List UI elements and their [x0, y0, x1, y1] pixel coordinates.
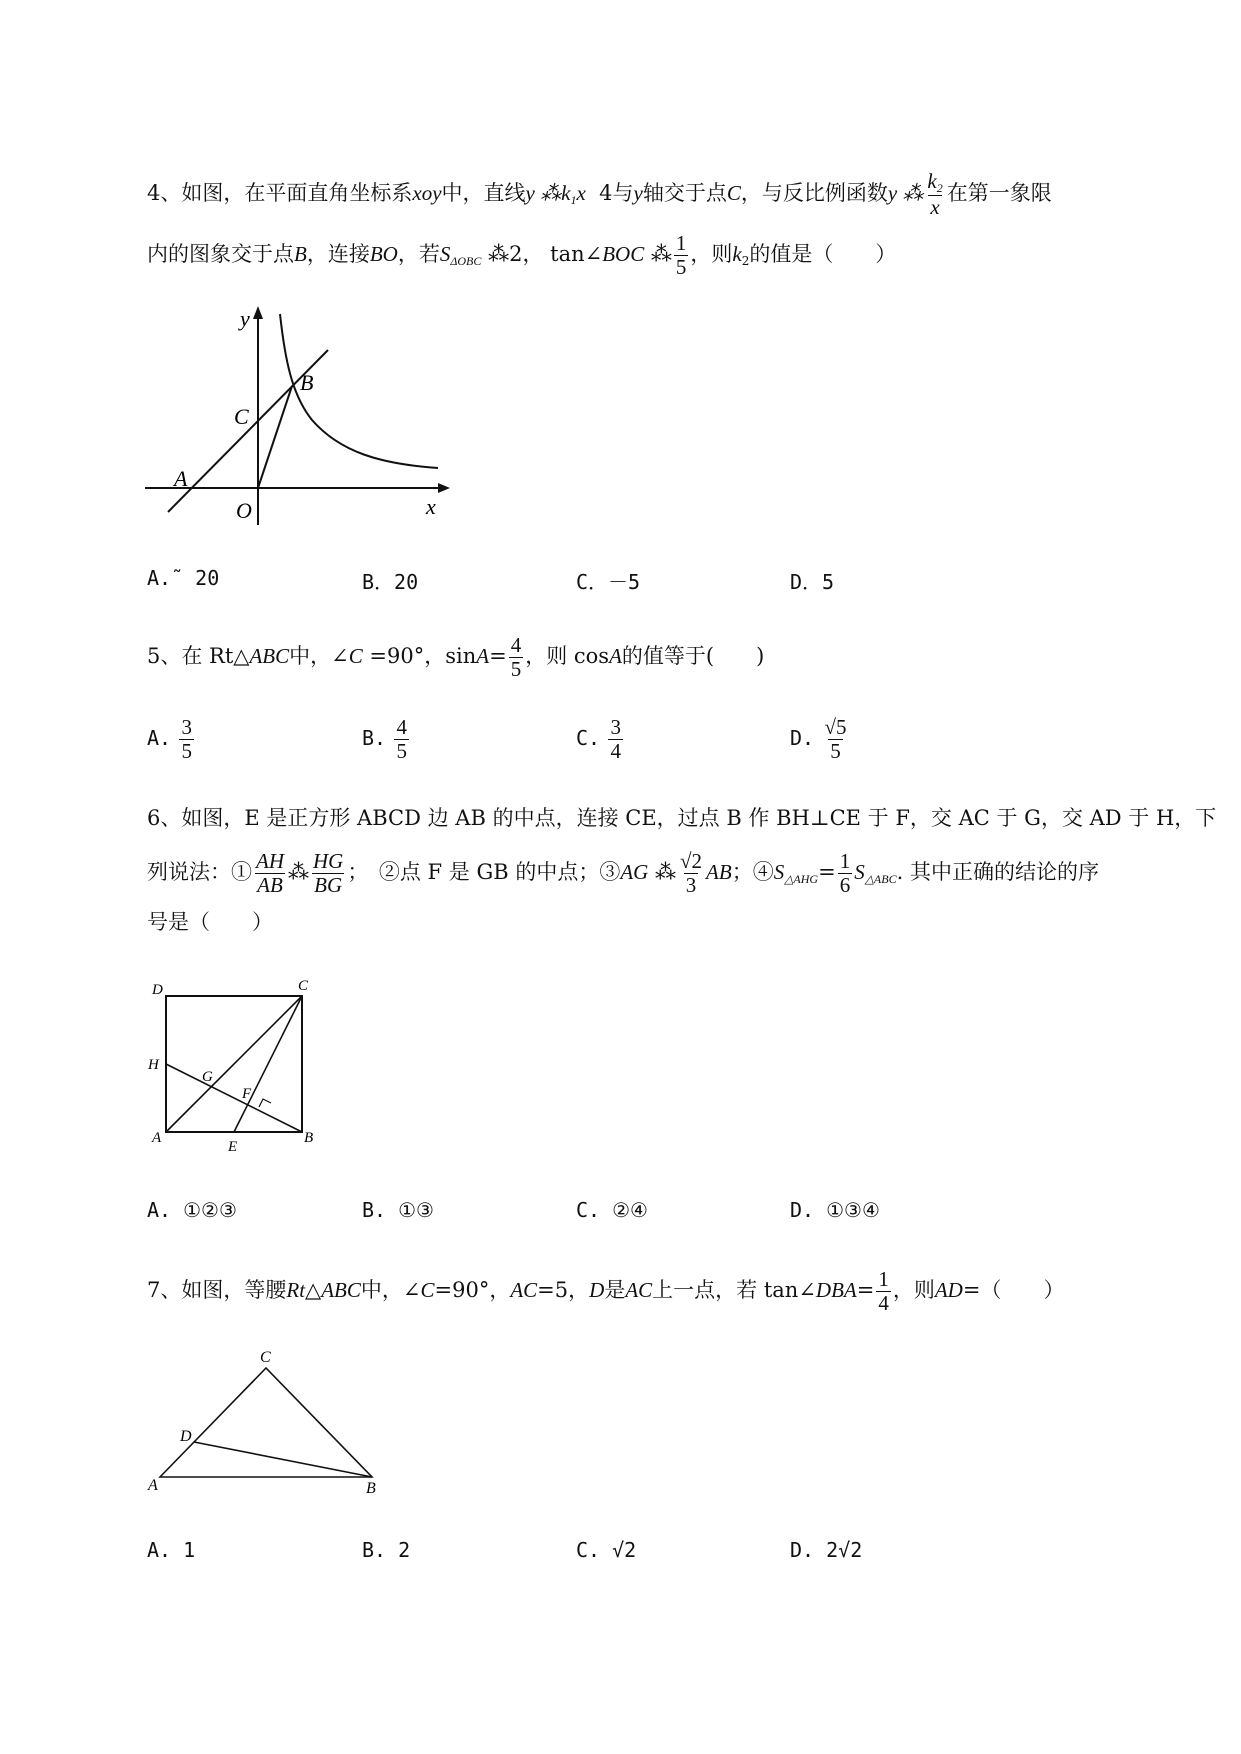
label-F: F	[242, 1086, 252, 1102]
q4-number: 4、	[147, 181, 182, 206]
label-D: D	[152, 982, 163, 998]
q7-option-b[interactable]: B. 2	[362, 1538, 411, 1562]
label-G: G	[202, 1069, 213, 1085]
q7-tan-fraction: $\frac{1}{4}$	[878, 1267, 889, 1316]
label-B: B	[300, 370, 314, 395]
right-angle-mark-F	[259, 1099, 271, 1107]
diagonal-AC	[166, 996, 302, 1132]
label-C: C	[260, 1349, 271, 1366]
q5-option-c[interactable]: C. $\frac{3}{4}$	[576, 715, 621, 764]
q6-option-d[interactable]: D. ①③④	[790, 1198, 880, 1222]
q5-sin-fraction: $\frac{4}{5}$	[510, 633, 522, 682]
label-A: A	[152, 1130, 162, 1146]
q7-option-c[interactable]: C. √2	[576, 1538, 637, 1562]
label-O: O	[236, 498, 252, 523]
q6-line1: 6、如图，E 是正方形 ABCD 边 AB 的中点，连接 CE，过点 B 作 BH⊥CE 于 F，交 AC 于 G，交 AD 于 H，下	[147, 806, 1217, 830]
label-A: A	[174, 466, 188, 491]
label-C: C	[298, 978, 309, 994]
q4-option-c[interactable]: C．－5	[576, 570, 641, 594]
y-axis-arrow	[253, 306, 263, 319]
q5-option-d[interactable]: D. $\frac{√5}{5}$	[790, 715, 847, 764]
label-E: E	[228, 1139, 238, 1155]
q6-fraction-1-6: $\frac{1}{6}$	[839, 849, 851, 898]
q5-stem: 5、在 Rt△ABC中，∠C =90°，sinA= $\frac{4}{5}$ ，则 cosA的值等于( )	[147, 633, 765, 682]
q7-stem: 7、如图，等腰Rt△ABC中，∠C=90°，AC=5，D是AC上一点，若 tan∠DBA= $\frac{1}{4}$ ，则AD=（ ）	[147, 1267, 1065, 1316]
label-B: B	[366, 1480, 376, 1497]
label-A: A	[148, 1477, 158, 1494]
q6-fraction-ah-ab: $\frac{AH}{AB}$	[256, 849, 284, 898]
label-y: y	[240, 306, 250, 331]
q6-option-c[interactable]: C. ②④	[576, 1198, 648, 1222]
triangle-ABC	[160, 1368, 372, 1477]
q7-option-d[interactable]: D. 2√2	[790, 1538, 863, 1562]
q6-option-b[interactable]: B. ①③	[362, 1198, 434, 1222]
q4-line2: 内的图象交于点B，连接BO，若$S_{\Delta OBC}$ ⁂2， tan∠BOC ⁂ $\frac{1}{5}$ ，则$k_2$的值是（ ）	[147, 231, 897, 280]
q6-option-a[interactable]: A. ①②③	[147, 1198, 237, 1222]
label-D: D	[180, 1428, 192, 1445]
q4-option-d[interactable]: D．5	[790, 570, 835, 594]
q5-option-b[interactable]: B. $\frac{4}{5}$	[362, 715, 407, 764]
q4-option-b[interactable]: B．20	[362, 570, 419, 594]
q6-fraction-hg-bg: $\frac{HG}{BG}$	[313, 849, 344, 898]
q5-option-a[interactable]: A. $\frac{3}{5}$	[147, 715, 192, 764]
segment-CE	[234, 996, 302, 1132]
x-axis-arrow	[438, 483, 450, 493]
label-B: B	[304, 1130, 314, 1146]
q7-number: 7、	[147, 1278, 182, 1303]
q6-number: 6、	[147, 806, 182, 830]
q7-option-a[interactable]: A. 1	[147, 1538, 196, 1562]
q6-line3: 号是（ ）	[147, 910, 273, 934]
q6-line2: 列说法：① $\frac{AH}{AB}$ ⁂ $\frac{HG}{BG}$ ； ②点 F 是 GB 的中点；③AG ⁂ $\frac{√2}{3}$ AB；$④S_{\triangle AHG}=$ $\frac{1}{6}$ $S_{\triangle ABC}$. 其中正确的结论的序	[147, 849, 1099, 898]
q5-number: 5、	[147, 644, 182, 669]
q6-figure	[140, 975, 320, 1160]
segment-DB	[194, 1442, 372, 1477]
q4-figure	[140, 300, 460, 530]
segment-BH	[166, 1064, 302, 1132]
label-C: C	[234, 404, 249, 429]
segment-OB	[258, 386, 292, 488]
q6-fraction-sqrt2-3: $\frac{√2}{3}$	[680, 849, 703, 898]
label-H: H	[148, 1057, 159, 1073]
q7-figure	[140, 1345, 400, 1505]
q4-k2-fraction: $\frac{k_2}{x}$	[927, 169, 943, 220]
q4-tan-fraction: $\frac{1}{5}$	[675, 231, 687, 280]
q4-line1: 4、如图，在平面直角坐标系xoy中，直线y $⁂k_1x$ 4与y轴交于点C，与反比例函数y ⁂ $\frac{k_2}{x}$ 在第一象限	[147, 169, 1052, 220]
label-x: x	[426, 494, 436, 519]
q4-option-a[interactable]: A.˜ 20	[147, 566, 220, 590]
